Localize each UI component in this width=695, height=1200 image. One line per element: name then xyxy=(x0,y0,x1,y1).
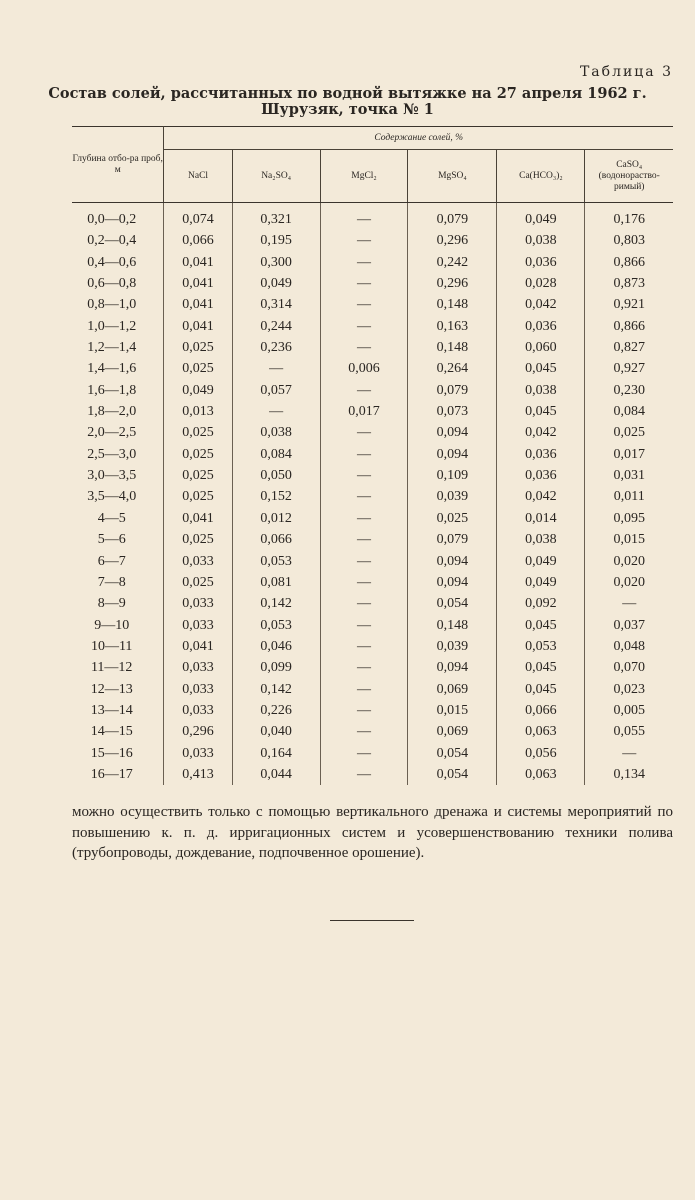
value-cell: 0,069 xyxy=(408,679,497,700)
value-cell: 0,054 xyxy=(408,593,497,614)
value-cell: 0,413 xyxy=(164,764,232,785)
table-number: Таблица 3 xyxy=(579,64,673,80)
value-cell: 0,176 xyxy=(613,212,645,227)
end-rule xyxy=(330,920,414,921)
value-cell: — xyxy=(320,679,408,700)
value-cell: 0,070 xyxy=(613,660,645,676)
value-cell: 0,012 xyxy=(232,508,320,529)
value-cell: 0,015 xyxy=(613,532,645,548)
value-cell: 0,053 xyxy=(497,636,585,657)
value-cell: — xyxy=(320,615,408,636)
value-cell: 0,011 xyxy=(613,489,645,505)
table-row xyxy=(72,551,673,572)
value-cell: 0,066 xyxy=(232,529,320,550)
value-cell: 0,041 xyxy=(164,252,232,273)
value-cell: 0,094 xyxy=(408,572,497,593)
value-cell: 0,296 xyxy=(164,721,232,742)
value-cell: 0,163 xyxy=(408,316,497,337)
value-cell: — xyxy=(320,486,408,507)
value-cell: 0,041 xyxy=(164,294,232,315)
value-cell: 0,017 xyxy=(613,446,645,462)
value-cell: 0,031 xyxy=(613,468,645,484)
column-header-mgcl2: MgCl₂ xyxy=(320,150,408,203)
value-cell: — xyxy=(320,529,408,550)
value-cell: 0,025 xyxy=(613,425,645,441)
value-cell: 0,042 xyxy=(497,486,585,507)
value-cell: — xyxy=(320,657,408,678)
depth-cell: 2,0—2,5 xyxy=(72,422,164,443)
value-cell: 0,069 xyxy=(408,721,497,742)
value-cell: 0,927 xyxy=(613,361,645,377)
value-cell: 0,042 xyxy=(497,294,585,315)
value-cell: 0,148 xyxy=(408,615,497,636)
table-row xyxy=(72,508,673,529)
value-cell: 0,321 xyxy=(232,203,320,231)
value-cell: 0,041 xyxy=(164,316,232,337)
value-cell: 0,015 xyxy=(408,700,497,721)
value-cell: — xyxy=(320,316,408,337)
value-cell: 0,063 xyxy=(497,764,585,785)
depth-cell: 0,8—1,0 xyxy=(72,294,164,315)
value-cell: — xyxy=(320,636,408,657)
value-cell: 0,054 xyxy=(408,764,497,785)
value-cell: 0,095 xyxy=(613,510,645,526)
value-cell: 0,045 xyxy=(497,679,585,700)
value-cell: 0,236 xyxy=(232,337,320,358)
value-cell: 0,025 xyxy=(164,422,232,443)
value-cell: 0,803 xyxy=(613,233,645,249)
value-cell: 0,084 xyxy=(613,404,645,420)
depth-cell: 0,6—0,8 xyxy=(72,273,164,294)
value-cell: — xyxy=(320,764,408,785)
value-cell: 0,164 xyxy=(232,743,320,764)
column-header-caso4: CaSO₄ (водонораство-римый) xyxy=(585,150,673,203)
value-cell: 0,006 xyxy=(320,358,408,379)
value-cell: 0,056 xyxy=(497,743,585,764)
value-cell: — xyxy=(320,380,408,401)
value-cell: 0,039 xyxy=(408,636,497,657)
value-cell: — xyxy=(320,593,408,614)
value-cell: 0,045 xyxy=(497,657,585,678)
value-cell: — xyxy=(320,721,408,742)
value-cell: — xyxy=(232,401,320,422)
value-cell: 0,037 xyxy=(613,617,645,633)
value-cell: 0,094 xyxy=(408,444,497,465)
value-cell: — xyxy=(320,465,408,486)
value-cell: 0,230 xyxy=(613,382,645,398)
value-cell: 0,079 xyxy=(408,203,497,231)
depth-cell: 5—6 xyxy=(72,529,164,550)
table-row xyxy=(72,273,673,294)
depth-cell: 12—13 xyxy=(72,679,164,700)
value-cell: 0,092 xyxy=(497,593,585,614)
value-cell: 0,033 xyxy=(164,700,232,721)
value-cell: 0,142 xyxy=(232,679,320,700)
value-cell: 0,025 xyxy=(164,337,232,358)
table-row xyxy=(72,380,673,401)
value-cell: 0,041 xyxy=(164,273,232,294)
value-cell: 0,074 xyxy=(164,203,232,231)
value-cell: 0,045 xyxy=(497,358,585,379)
table-body xyxy=(72,203,673,786)
value-cell: 0,036 xyxy=(497,316,585,337)
value-cell: 0,025 xyxy=(164,572,232,593)
value-cell: 0,025 xyxy=(164,486,232,507)
value-cell: — xyxy=(320,273,408,294)
table-row xyxy=(72,337,673,358)
depth-cell: 9—10 xyxy=(72,615,164,636)
value-cell: 0,054 xyxy=(408,743,497,764)
value-cell: 0,039 xyxy=(408,486,497,507)
value-cell: 0,038 xyxy=(497,230,585,251)
value-cell: — xyxy=(622,596,637,612)
value-cell: 0,041 xyxy=(164,508,232,529)
value-cell: 0,053 xyxy=(232,551,320,572)
value-cell: 0,028 xyxy=(497,273,585,294)
depth-cell: 10—11 xyxy=(72,636,164,657)
value-cell: 0,084 xyxy=(232,444,320,465)
value-cell: 0,134 xyxy=(613,766,645,782)
value-cell: 0,921 xyxy=(613,297,645,313)
depth-cell: 1,4—1,6 xyxy=(72,358,164,379)
value-cell: 0,142 xyxy=(232,593,320,614)
body-paragraph: можно осуществить только с помощью вертикального дренажа и системы мероприятий по повышению к. п. д. ирригационных систем и усовершенствованию техники полива (трубопроводы, дождевание, подпочвенное орошение). xyxy=(72,804,673,861)
value-cell: 0,094 xyxy=(408,551,497,572)
table-row xyxy=(72,529,673,550)
header-row-top xyxy=(72,127,673,150)
value-cell: 0,066 xyxy=(164,230,232,251)
salt-content-group-header: Содержание солей, % xyxy=(164,127,673,150)
value-cell: 0,099 xyxy=(232,657,320,678)
value-cell: 0,827 xyxy=(613,340,645,356)
value-cell: 0,866 xyxy=(613,254,645,270)
value-cell: 0,041 xyxy=(164,636,232,657)
table-row xyxy=(72,636,673,657)
depth-cell: 8—9 xyxy=(72,593,164,614)
depth-cell: 14—15 xyxy=(72,721,164,742)
value-cell: 0,109 xyxy=(408,465,497,486)
depth-cell: 3,5—4,0 xyxy=(72,486,164,507)
value-cell: 0,048 xyxy=(613,638,645,654)
depth-cell: 7—8 xyxy=(72,572,164,593)
table-row xyxy=(72,486,673,507)
value-cell: 0,036 xyxy=(497,465,585,486)
table-row xyxy=(72,743,673,764)
value-cell: 0,046 xyxy=(232,636,320,657)
value-cell: — xyxy=(320,743,408,764)
depth-column-header: Глубина отбо-ра проб, м xyxy=(72,127,164,203)
value-cell: 0,079 xyxy=(408,380,497,401)
table-row xyxy=(72,203,673,231)
value-cell: 0,152 xyxy=(232,486,320,507)
value-cell: — xyxy=(320,294,408,315)
depth-cell: 4—5 xyxy=(72,508,164,529)
value-cell: 0,036 xyxy=(497,444,585,465)
depth-cell: 6—7 xyxy=(72,551,164,572)
column-header-nacl: NaCl xyxy=(164,150,232,203)
value-cell: 0,045 xyxy=(497,401,585,422)
value-cell: 0,033 xyxy=(164,615,232,636)
value-cell: 0,044 xyxy=(232,764,320,785)
value-cell: 0,264 xyxy=(408,358,497,379)
table-row xyxy=(72,721,673,742)
depth-cell: 11—12 xyxy=(72,657,164,678)
value-cell: — xyxy=(320,252,408,273)
table-row xyxy=(72,294,673,315)
value-cell: 0,049 xyxy=(164,380,232,401)
table-row xyxy=(72,401,673,422)
table-row xyxy=(72,593,673,614)
value-cell: 0,049 xyxy=(497,572,585,593)
value-cell: 0,060 xyxy=(497,337,585,358)
table-subtitle: Шурузяк, точка № 1 xyxy=(261,101,434,118)
value-cell: 0,040 xyxy=(232,721,320,742)
value-cell: 0,195 xyxy=(232,230,320,251)
value-cell: 0,014 xyxy=(497,508,585,529)
value-cell: 0,005 xyxy=(613,702,645,718)
value-cell: 0,025 xyxy=(164,358,232,379)
value-cell: 0,148 xyxy=(408,294,497,315)
value-cell: 0,033 xyxy=(164,657,232,678)
value-cell: 0,049 xyxy=(232,273,320,294)
value-cell: 0,057 xyxy=(232,380,320,401)
value-cell: 0,055 xyxy=(613,724,645,740)
value-cell: — xyxy=(320,508,408,529)
value-cell: 0,094 xyxy=(408,657,497,678)
depth-cell: 0,0—0,2 xyxy=(72,203,164,231)
table-row xyxy=(72,700,673,721)
depth-cell: 2,5—3,0 xyxy=(72,444,164,465)
depth-cell: 0,4—0,6 xyxy=(72,252,164,273)
depth-cell: 1,0—1,2 xyxy=(72,316,164,337)
depth-cell: 1,8—2,0 xyxy=(72,401,164,422)
value-cell: 0,038 xyxy=(497,529,585,550)
value-cell: 0,025 xyxy=(164,444,232,465)
value-cell: 0,049 xyxy=(497,203,585,231)
value-cell: — xyxy=(320,203,408,231)
value-cell: 0,226 xyxy=(232,700,320,721)
value-cell: 0,033 xyxy=(164,679,232,700)
value-cell: 0,025 xyxy=(164,529,232,550)
value-cell: 0,025 xyxy=(408,508,497,529)
value-cell: 0,296 xyxy=(408,273,497,294)
value-cell: — xyxy=(622,745,637,761)
value-cell: 0,073 xyxy=(408,401,497,422)
table-row xyxy=(72,422,673,443)
table-row xyxy=(72,358,673,379)
depth-cell: 1,2—1,4 xyxy=(72,337,164,358)
table-row xyxy=(72,252,673,273)
value-cell: 0,242 xyxy=(408,252,497,273)
value-cell: 0,013 xyxy=(164,401,232,422)
value-cell: 0,038 xyxy=(232,422,320,443)
value-cell: 0,025 xyxy=(164,465,232,486)
value-cell: 0,079 xyxy=(408,529,497,550)
value-cell: 0,017 xyxy=(320,401,408,422)
value-cell: 0,038 xyxy=(497,380,585,401)
value-cell: 0,036 xyxy=(497,252,585,273)
column-header-na2so4: Na₂SO₄ xyxy=(232,150,320,203)
depth-cell: 16—17 xyxy=(72,764,164,785)
table-row xyxy=(72,679,673,700)
value-cell: 0,033 xyxy=(164,593,232,614)
table-row xyxy=(72,572,673,593)
table-title: Состав солей, рассчитанных по водной вытяжке на 27 апреля 1962 г. xyxy=(48,85,647,102)
salt-composition-table xyxy=(72,126,673,785)
value-cell: — xyxy=(320,572,408,593)
value-cell: 0,020 xyxy=(613,553,645,569)
column-header-ca-hco3: Ca(HCO₃)₂ xyxy=(497,150,585,203)
depth-cell: 15—16 xyxy=(72,743,164,764)
value-cell: 0,049 xyxy=(497,551,585,572)
value-cell: — xyxy=(320,551,408,572)
value-cell: — xyxy=(320,700,408,721)
value-cell: 0,081 xyxy=(232,572,320,593)
table-row xyxy=(72,230,673,251)
depth-cell: 1,6—1,8 xyxy=(72,380,164,401)
value-cell: 0,314 xyxy=(232,294,320,315)
value-cell: 0,053 xyxy=(232,615,320,636)
table-row xyxy=(72,764,673,785)
value-cell: 0,873 xyxy=(613,276,645,292)
depth-cell: 3,0—3,5 xyxy=(72,465,164,486)
depth-cell: 0,2—0,4 xyxy=(72,230,164,251)
value-cell: 0,148 xyxy=(408,337,497,358)
value-cell: 0,050 xyxy=(232,465,320,486)
table-row xyxy=(72,657,673,678)
value-cell: 0,033 xyxy=(164,743,232,764)
value-cell: 0,045 xyxy=(497,615,585,636)
value-cell: 0,066 xyxy=(497,700,585,721)
value-cell: 0,094 xyxy=(408,422,497,443)
value-cell: 0,244 xyxy=(232,316,320,337)
table-row xyxy=(72,316,673,337)
value-cell: 0,296 xyxy=(408,230,497,251)
value-cell: — xyxy=(320,444,408,465)
table-row xyxy=(72,444,673,465)
value-cell: — xyxy=(320,337,408,358)
value-cell: 0,020 xyxy=(613,574,645,590)
table-row xyxy=(72,465,673,486)
value-cell: 0,023 xyxy=(613,681,645,697)
value-cell: 0,300 xyxy=(232,252,320,273)
value-cell: 0,033 xyxy=(164,551,232,572)
value-cell: — xyxy=(320,230,408,251)
value-cell: — xyxy=(320,422,408,443)
value-cell: 0,866 xyxy=(613,318,645,334)
value-cell: 0,042 xyxy=(497,422,585,443)
value-cell: 0,063 xyxy=(497,721,585,742)
column-header-mgso4: MgSO₄ xyxy=(408,150,497,203)
value-cell: — xyxy=(232,358,320,379)
depth-cell: 13—14 xyxy=(72,700,164,721)
table-row xyxy=(72,615,673,636)
